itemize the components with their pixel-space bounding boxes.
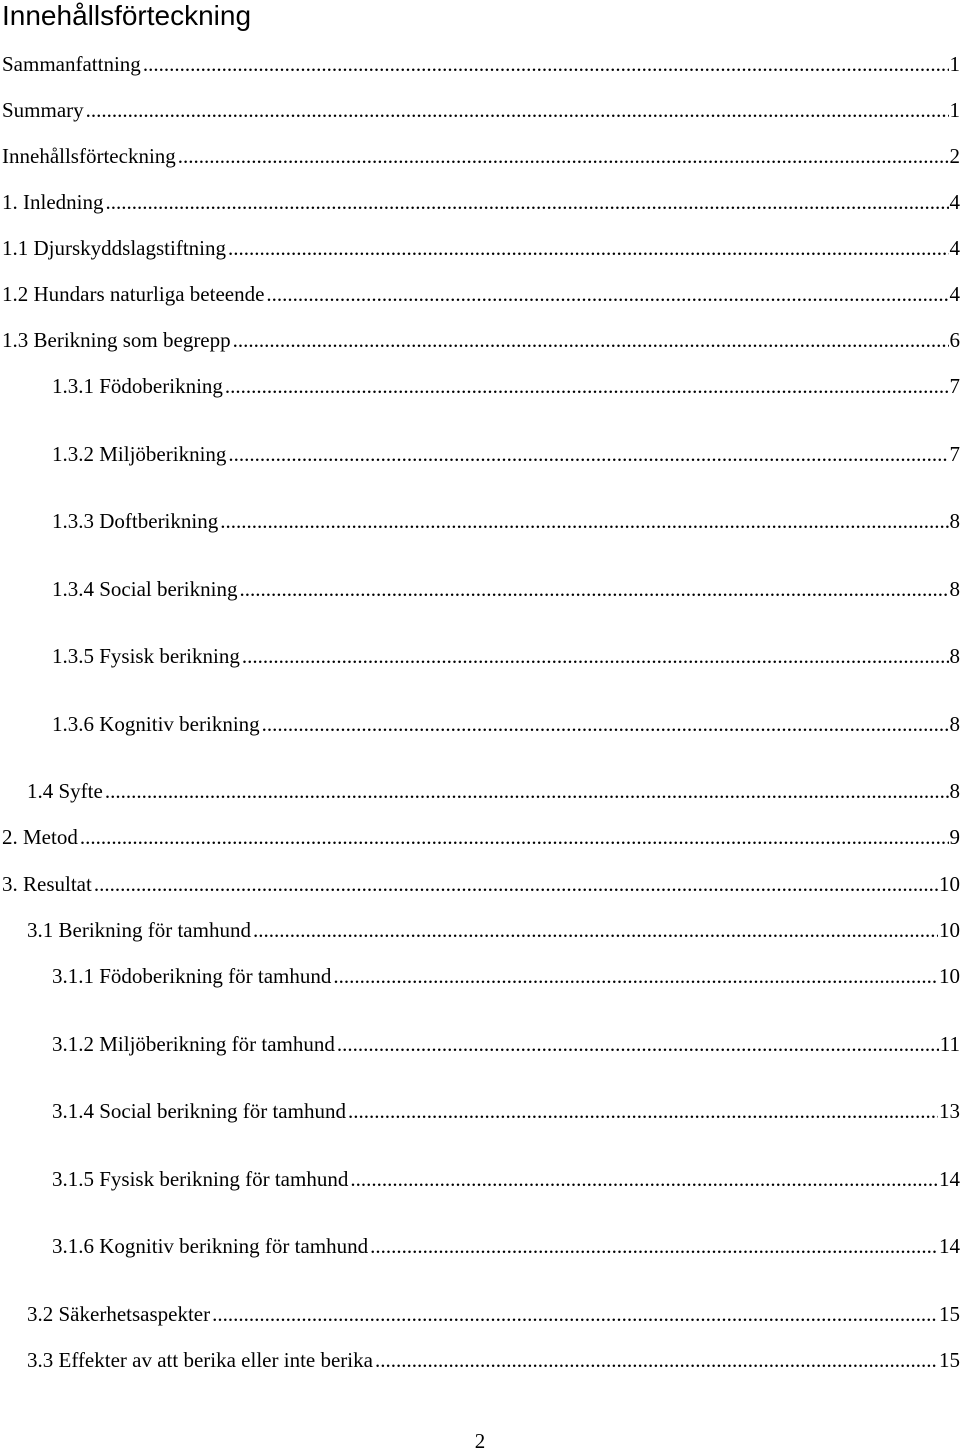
toc-entry-page: 7 xyxy=(949,374,960,398)
toc-leader-dots xyxy=(225,374,949,398)
toc-entry[interactable] xyxy=(2,322,960,352)
toc-entry-page: 4 xyxy=(949,282,960,306)
toc-leader-dots xyxy=(228,236,949,260)
page-title: Innehållsförteckning xyxy=(2,0,251,38)
toc-leader-dots xyxy=(220,509,948,533)
toc-leader-dots xyxy=(239,577,948,601)
toc-entry-page: 6 xyxy=(949,328,960,352)
toc-entry-page: 13 xyxy=(938,1099,960,1123)
toc-entry[interactable] xyxy=(52,1161,960,1191)
toc-entry-page: 8 xyxy=(949,779,960,803)
toc-entry-label: 1.2 Hundars naturliga beteende xyxy=(2,282,266,306)
toc-entry-label: Innehållsförteckning xyxy=(2,144,178,168)
toc-entry-label: 1.3.2 Miljöberikning xyxy=(52,442,228,466)
toc-entry-label: 1.3 Berikning som begrepp xyxy=(2,328,233,352)
toc-entry-page: 9 xyxy=(949,825,960,849)
toc-entry-label: 3.1.5 Fysisk berikning för tamhund xyxy=(52,1167,350,1191)
toc-entry-page: 14 xyxy=(938,1234,960,1258)
toc-entry-label: 3.1.6 Kognitiv berikning för tamhund xyxy=(52,1234,370,1258)
toc-entry[interactable] xyxy=(52,706,960,736)
toc-entry-page: 8 xyxy=(949,644,960,668)
toc-entry-page: 8 xyxy=(949,577,960,601)
toc-entry-label: 3.1.1 Födoberikning för tamhund xyxy=(52,964,333,988)
toc-leader-dots xyxy=(350,1167,938,1191)
toc-entry-page: 11 xyxy=(939,1032,960,1056)
toc-entry[interactable] xyxy=(27,1342,960,1372)
toc-entry-label: 1.1 Djurskyddslagstiftning xyxy=(2,236,228,260)
toc-entry-page: 14 xyxy=(938,1167,960,1191)
toc-leader-dots xyxy=(242,644,949,668)
toc-entry-label: 3.1.2 Miljöberikning för tamhund xyxy=(52,1032,337,1056)
toc-entry-page: 2 xyxy=(949,144,960,168)
toc-entry-label: 1.3.1 Födoberikning xyxy=(52,374,225,398)
toc-entry[interactable] xyxy=(52,1093,960,1123)
toc-leader-dots xyxy=(370,1234,938,1258)
toc-entry-label: 1.3.5 Fysisk berikning xyxy=(52,644,242,668)
toc-leader-dots xyxy=(212,1302,938,1326)
toc-entry-label: 3.3 Effekter av att berika eller inte berika xyxy=(27,1348,375,1372)
toc-entry-label: Summary xyxy=(2,98,86,122)
toc-entry[interactable] xyxy=(52,368,960,398)
page-number: 2 xyxy=(0,1428,960,1454)
toc-leader-dots xyxy=(253,918,938,942)
toc-leader-dots xyxy=(105,779,949,803)
toc-leader-dots xyxy=(262,712,949,736)
toc-entry[interactable] xyxy=(2,230,960,260)
toc-entry[interactable] xyxy=(52,1026,960,1056)
toc-leader-dots xyxy=(105,190,948,214)
toc-entry[interactable] xyxy=(27,912,960,942)
toc-leader-dots xyxy=(178,144,949,168)
toc-entry-label: 2. Metod xyxy=(2,825,80,849)
toc-leader-dots xyxy=(375,1348,938,1372)
toc-entry-label: 3.2 Säkerhetsaspekter xyxy=(27,1302,212,1326)
toc-entry-label: 3.1 Berikning för tamhund xyxy=(27,918,253,942)
toc-entry-page: 1 xyxy=(949,52,960,76)
toc-entry[interactable] xyxy=(52,1228,960,1258)
toc-entry-page: 8 xyxy=(949,712,960,736)
toc-entry[interactable] xyxy=(27,773,960,803)
toc-entry[interactable] xyxy=(52,571,960,601)
toc-leader-dots xyxy=(94,872,938,896)
toc-entry-label: 1.3.6 Kognitiv berikning xyxy=(52,712,262,736)
toc-entry[interactable] xyxy=(2,184,960,214)
toc-entry-label: 1.3.3 Doftberikning xyxy=(52,509,220,533)
toc-entry-label: 1. Inledning xyxy=(2,190,105,214)
toc-entry-page: 10 xyxy=(938,872,960,896)
toc-entry[interactable] xyxy=(52,436,960,466)
toc-entry-page: 8 xyxy=(949,509,960,533)
toc-entry-label: 3.1.4 Social berikning för tamhund xyxy=(52,1099,348,1123)
toc-entry-page: 4 xyxy=(949,236,960,260)
toc-leader-dots xyxy=(266,282,948,306)
toc-entry[interactable] xyxy=(2,866,960,896)
toc-entry[interactable] xyxy=(2,819,960,849)
toc-leader-dots xyxy=(228,442,948,466)
toc-entry-label: 3. Resultat xyxy=(2,872,94,896)
toc-entry-label: 1.3.4 Social berikning xyxy=(52,577,239,601)
toc-leader-dots xyxy=(348,1099,938,1123)
toc-leader-dots xyxy=(233,328,949,352)
toc-leader-dots xyxy=(80,825,949,849)
toc-entry[interactable] xyxy=(52,503,960,533)
toc-leader-dots xyxy=(333,964,938,988)
toc-entry[interactable] xyxy=(2,46,960,76)
toc-entry-page: 1 xyxy=(949,98,960,122)
toc-entry[interactable] xyxy=(27,1296,960,1326)
toc-entry[interactable] xyxy=(2,138,960,168)
toc-entry-page: 10 xyxy=(938,964,960,988)
toc-entry[interactable] xyxy=(52,638,960,668)
toc-entry[interactable] xyxy=(2,276,960,306)
toc-leader-dots xyxy=(143,52,949,76)
toc-leader-dots xyxy=(86,98,949,122)
toc-entry-label: Sammanfattning xyxy=(2,52,143,76)
toc-entry-page: 15 xyxy=(938,1302,960,1326)
toc-entry-page: 15 xyxy=(938,1348,960,1372)
toc-leader-dots xyxy=(337,1032,939,1056)
toc-entry-label: 1.4 Syfte xyxy=(27,779,105,803)
toc-entry[interactable] xyxy=(2,92,960,122)
toc-entry-page: 7 xyxy=(949,442,960,466)
toc-entry[interactable] xyxy=(52,958,960,988)
toc-entry-page: 4 xyxy=(949,190,960,214)
toc-entry-page: 10 xyxy=(938,918,960,942)
